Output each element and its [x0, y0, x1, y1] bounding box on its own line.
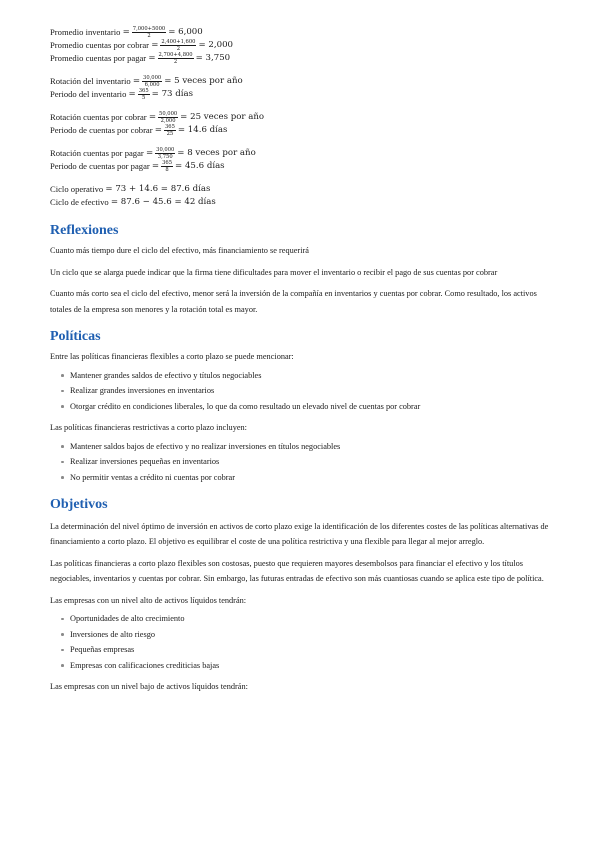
operating-cycle-formula: Ciclo operativo = 73 + 14.6 = 87.6 días	[50, 184, 211, 195]
objetivos-heading: Objetivos	[50, 496, 108, 512]
high-liquidity-list	[50, 611, 550, 673]
list-item: Mantener grandes saldos de efectivo y títulos negociables	[70, 368, 550, 384]
fraction: $\frac{2,400+1,600}{2}$	[161, 39, 196, 52]
reflexiones-heading: Reflexiones	[50, 223, 119, 238]
reflexiones-paragraph-1: Cuanto más tiempo dure el ciclo del efectivo, más financiamiento se requerirá	[50, 246, 309, 255]
high-liquidity-intro: Las empresas con un nivel alto de activos líquidos tendrán:	[50, 595, 247, 605]
fraction: $\frac{30,000}{6,000}$	[143, 75, 162, 88]
reflexiones-paragraph-2: Un ciclo que se alarga puede indicar que la firma tiene dificultades para mover el inventario o recibir el pago de sus cuentas por cobrar	[50, 267, 498, 277]
politicas-restrictive-intro: Las políticas financieras restrictivas a corto plazo incluyen:	[50, 423, 247, 433]
fraction: $\frac{7,000+5000}{2}$	[132, 26, 166, 39]
cash-cycle-formula: Ciclo de efectivo = 87.6 − 45.6 = 42 días	[50, 197, 216, 208]
list-item: Otorgar crédito en condiciones liberales, lo que da como resultado un elevado nivel de cuentas por cobrar	[70, 399, 550, 415]
fraction: $\frac{365}{5}$	[138, 88, 149, 101]
list-item: Realizar inversiones pequeñas en inventarios	[70, 454, 550, 470]
avg-payables-formula: Promedio cuentas por pagar = $\frac{2,700+4,800}{2}$ = 3,750	[50, 52, 231, 65]
list-item: No permitir ventas a crédito ni cuentas por cobrar	[70, 470, 550, 486]
low-liquidity-intro: Las empresas con un nivel bajo de activos líquidos tendrán:	[50, 682, 248, 692]
fraction: $\frac{2,700+4,800}{2}$	[158, 52, 193, 65]
objetivos-paragraph-2: Las políticas financieras a corto plazo flexibles son costosas, puesto que requieren mayores desembolsos para financiar el efectivo y los títulos negociables, inventarios y cuentas por cobrar. Sin embargo, las futuras entradas de efectivo son más cuantiosas cuando se aplica este tipo de política.	[50, 558, 544, 584]
receivables-period-formula: Periodo de cuentas por cobrar = $\frac{365}{25}$ = 14.6 días	[50, 124, 228, 137]
fraction: $\frac{50,000}{2,000}$	[159, 111, 178, 124]
flexible-policies-list	[50, 368, 550, 415]
restrictive-policies-list	[50, 439, 550, 486]
list-item: Pequeñas empresas	[70, 642, 550, 658]
fraction: $\frac{365}{8}$	[162, 160, 173, 173]
list-item: Empresas con calificaciones crediticias bajas	[70, 658, 550, 674]
fraction: $\frac{30,000}{3,750}$	[156, 147, 175, 160]
reflexiones-paragraph-3: Cuanto más corto sea el ciclo del efectivo, menor será la inversión de la compañía en inventarios y cuentas por cobrar. Como resultado, los activos totales de la empresa son menores y la rotación total es mayor.	[50, 289, 537, 314]
list-item: Realizar grandes inversiones en inventarios	[70, 383, 550, 399]
avg-inventory-formula: Promedio inventario = $\frac{7,000+5000}{2}$ = 6,000	[50, 26, 203, 39]
politicas-flexible-intro: Entre las políticas financieras flexibles a corto plazo se puede mencionar:	[50, 352, 294, 361]
politicas-heading: Políticas	[50, 329, 101, 344]
inventory-turnover-formula: Rotación del inventario = $\frac{30,000}{6,000}$ = 5 veces por año	[50, 75, 243, 88]
objetivos-paragraph-1: La determinación del nivel óptimo de inversión en activos de corto plazo exige la identificación de los diferentes costes de las políticas alternativas de financiamiento a corto plazo. El objetivo es equilibrar el coste de una política restrictiva y una flexible para llegar al mejor arreglo.	[50, 521, 549, 547]
payables-period-formula: Periodo de cuentas por pagar = $\frac{365}{8}$ = 45.6 días	[50, 160, 225, 173]
inventory-period-formula: Periodo del inventario = $\frac{365}{5}$ = 73 días	[50, 88, 194, 101]
fraction: $\frac{365}{25}$	[164, 124, 175, 137]
list-item: Oportunidades de alto crecimiento	[70, 611, 550, 627]
cycle-calculations	[50, 26, 550, 209]
list-item: Inversiones de alto riesgo	[70, 627, 550, 643]
receivables-turnover-formula: Rotación cuentas por cobrar = $\frac{50,000}{2,000}$ = 25 veces por año	[50, 111, 265, 124]
payables-turnover-formula: Rotación cuentas por pagar = $\frac{30,000}{3,750}$ = 8 veces por año	[50, 147, 256, 160]
avg-receivables-formula: Promedio cuentas por cobrar = $\frac{2,400+1,600}{2}$ = 2,000	[50, 39, 234, 52]
list-item: Mantener saldos bajos de efectivo y no realizar inversiones en títulos negociables	[70, 439, 550, 455]
document-page	[50, 26, 550, 695]
